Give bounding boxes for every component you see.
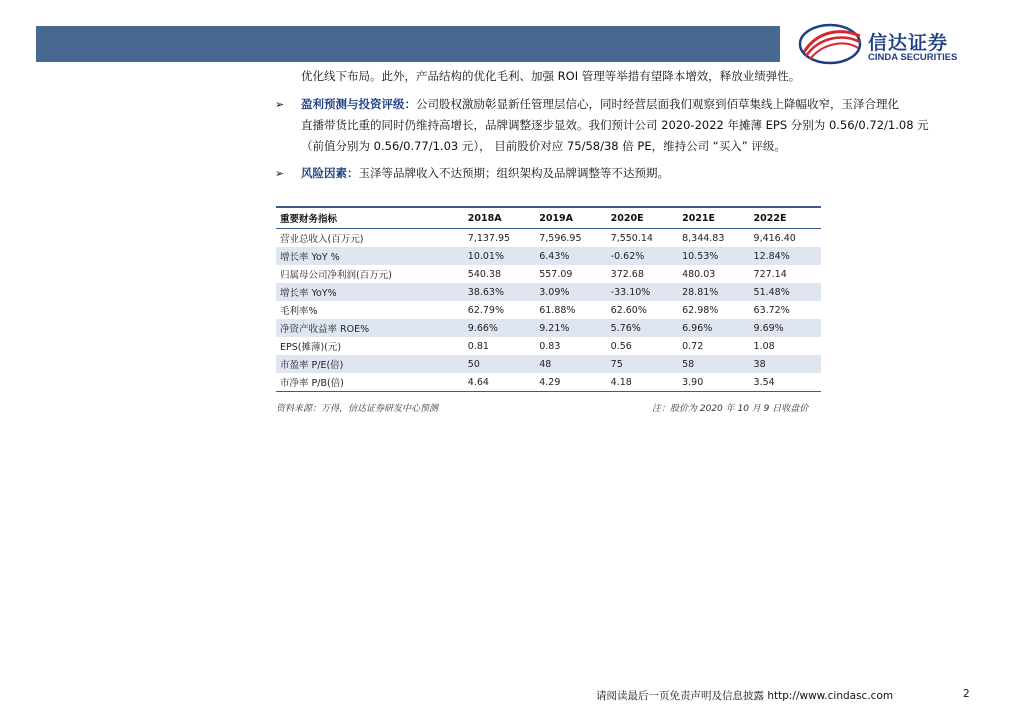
metric-value-cell: 7,550.14	[610, 232, 653, 244]
metric-value-cell: 50	[464, 355, 535, 373]
metric-value-cell: 4.64	[464, 373, 535, 392]
table-header-cell: 2019A	[535, 207, 606, 229]
metric-value-cell: 63.72%	[753, 304, 790, 316]
metric-value-cell: 557.09	[539, 268, 573, 280]
metric-value-cell: 0.81	[467, 340, 489, 352]
metric-value-cell: 4.29	[535, 373, 606, 392]
metric-value-cell: 10.53%	[678, 247, 749, 265]
metric-value-cell: 8,344.83	[682, 232, 725, 244]
table-row	[276, 319, 821, 337]
metric-value-cell: 28.81%	[678, 283, 749, 301]
header-bar	[36, 26, 780, 62]
table-header-cell: 2020E	[607, 207, 678, 229]
bullet-text: 公司股权激励彰显新任管理层信心，同时经营层面我们观察到佰草集线上降幅收窄，玉泽合理化	[416, 97, 899, 111]
metric-name-cell: EPS(摊薄)(元)	[280, 342, 342, 353]
footer-disclaimer: 请阅读最后一页免责声明及信息披露 http://www.cindasc.com	[596, 690, 894, 702]
logo-chinese-text: 信达证券	[868, 32, 949, 54]
metric-value-cell: 372.68	[610, 268, 644, 280]
metric-value-cell: 48	[535, 355, 606, 373]
metric-value-cell: 62.60%	[610, 304, 647, 316]
bullet-label: 盈利预测与投资评级：	[301, 97, 416, 111]
arrow-bullet-icon: ➢	[275, 98, 285, 111]
metric-value-cell: 12.84%	[750, 247, 821, 265]
metric-name-cell: 增长率 YoY%	[276, 283, 464, 301]
metric-value-cell: 0.56	[610, 340, 632, 352]
table-row	[276, 373, 821, 392]
metric-value-cell: 51.48%	[750, 283, 821, 301]
metric-value-cell: 0.83	[539, 340, 561, 352]
table-row	[276, 265, 821, 283]
metric-name-cell: 市净率 P/B(倍)	[276, 373, 464, 392]
metric-value-cell: 480.03	[682, 268, 716, 280]
metric-value-cell: 62.98%	[682, 304, 719, 316]
metric-value-cell: 3.09%	[535, 283, 606, 301]
table-row	[276, 283, 821, 301]
table-price-note: 注：股价为 2020 年 10 月 9 日收盘价	[652, 404, 809, 414]
bullet-earnings-forecast	[275, 94, 995, 157]
logo-english-text: CINDA SECURITIES	[868, 52, 958, 63]
metric-name-cell: 增长率 YoY %	[276, 247, 464, 265]
bullet-text: （前值分别为 0.56/0.77/1.03 元）， 目前股价对应 75/58/38 倍 PE，维持公司 “买入” 评级。	[301, 139, 786, 153]
table-header-row	[276, 207, 821, 229]
metric-value-cell: 10.01%	[464, 247, 535, 265]
metric-value-cell: 38	[750, 355, 821, 373]
metric-value-cell: 9,416.40	[753, 232, 796, 244]
metric-value-cell: 38.63%	[464, 283, 535, 301]
table-header-cell: 2021E	[678, 207, 749, 229]
bullet-text: 直播带货比重的同时仍维持高增长，品牌调整逐步显效。我们预计公司 2020-2022 年摊薄 EPS 分别为 0.56/0.72/1.08 元	[301, 118, 929, 132]
metric-value-cell: 0.72	[682, 340, 704, 352]
metric-value-cell: -0.62%	[607, 247, 678, 265]
metric-value-cell: 61.88%	[539, 304, 576, 316]
metric-value-cell: 3.54	[750, 373, 821, 392]
metric-value-cell: 9.69%	[750, 319, 821, 337]
metric-value-cell: 9.66%	[464, 319, 535, 337]
page-number: 2	[963, 688, 970, 700]
table-header-cell: 2018A	[464, 207, 535, 229]
table-row	[276, 247, 821, 265]
logo-swoosh-icon	[798, 22, 864, 66]
metric-value-cell: 7,596.95	[539, 232, 582, 244]
metric-value-cell: 1.08	[753, 340, 775, 352]
table-row	[276, 355, 821, 373]
bullet-label: 风险因素：	[301, 166, 359, 180]
bullet-risk-factors	[275, 163, 995, 184]
metric-value-cell: 62.79%	[467, 304, 505, 316]
metric-value-cell: 4.18	[607, 373, 678, 392]
financial-indicators-table	[276, 206, 821, 392]
metric-name-cell: 营业总收入(百万元)	[280, 234, 364, 245]
table-header-cell: 2022E	[750, 207, 821, 229]
bullet-text: 玉泽等品牌收入不达预期；组织架构及品牌调整等不达预期。	[358, 166, 669, 180]
arrow-bullet-icon: ➢	[275, 167, 285, 180]
table-header-cell: 重要财务指标	[276, 207, 464, 229]
metric-value-cell: 540.38	[467, 268, 502, 280]
metric-value-cell: 3.90	[678, 373, 749, 392]
metric-name-cell: 毛利率%	[280, 306, 318, 317]
table-row	[276, 337, 821, 355]
metric-value-cell: 9.21%	[535, 319, 606, 337]
metric-name-cell: 归属母公司净利润(百万元)	[280, 270, 392, 281]
metric-value-cell: 6.96%	[678, 319, 749, 337]
metric-value-cell: 5.76%	[607, 319, 678, 337]
metric-name-cell: 净资产收益率 ROE%	[276, 319, 464, 337]
metric-value-cell: 75	[607, 355, 678, 373]
metric-value-cell: -33.10%	[607, 283, 678, 301]
metric-value-cell: 727.14	[753, 268, 787, 280]
table-row	[276, 301, 821, 319]
body-paragraph: 优化线下布局。此外，产品结构的优化毛利、加强 ROI 管理等举措有望降本增效，释放业绩弹性。	[301, 69, 801, 83]
metric-value-cell: 6.43%	[535, 247, 606, 265]
metric-value-cell: 58	[678, 355, 749, 373]
table-source-note: 资料来源：万得，信达证券研发中心预测	[276, 404, 439, 414]
table-row	[276, 229, 821, 248]
cinda-logo	[798, 22, 988, 66]
metric-name-cell: 市盈率 P/E(倍)	[276, 355, 464, 373]
metric-value-cell: 7,137.95	[467, 232, 511, 244]
